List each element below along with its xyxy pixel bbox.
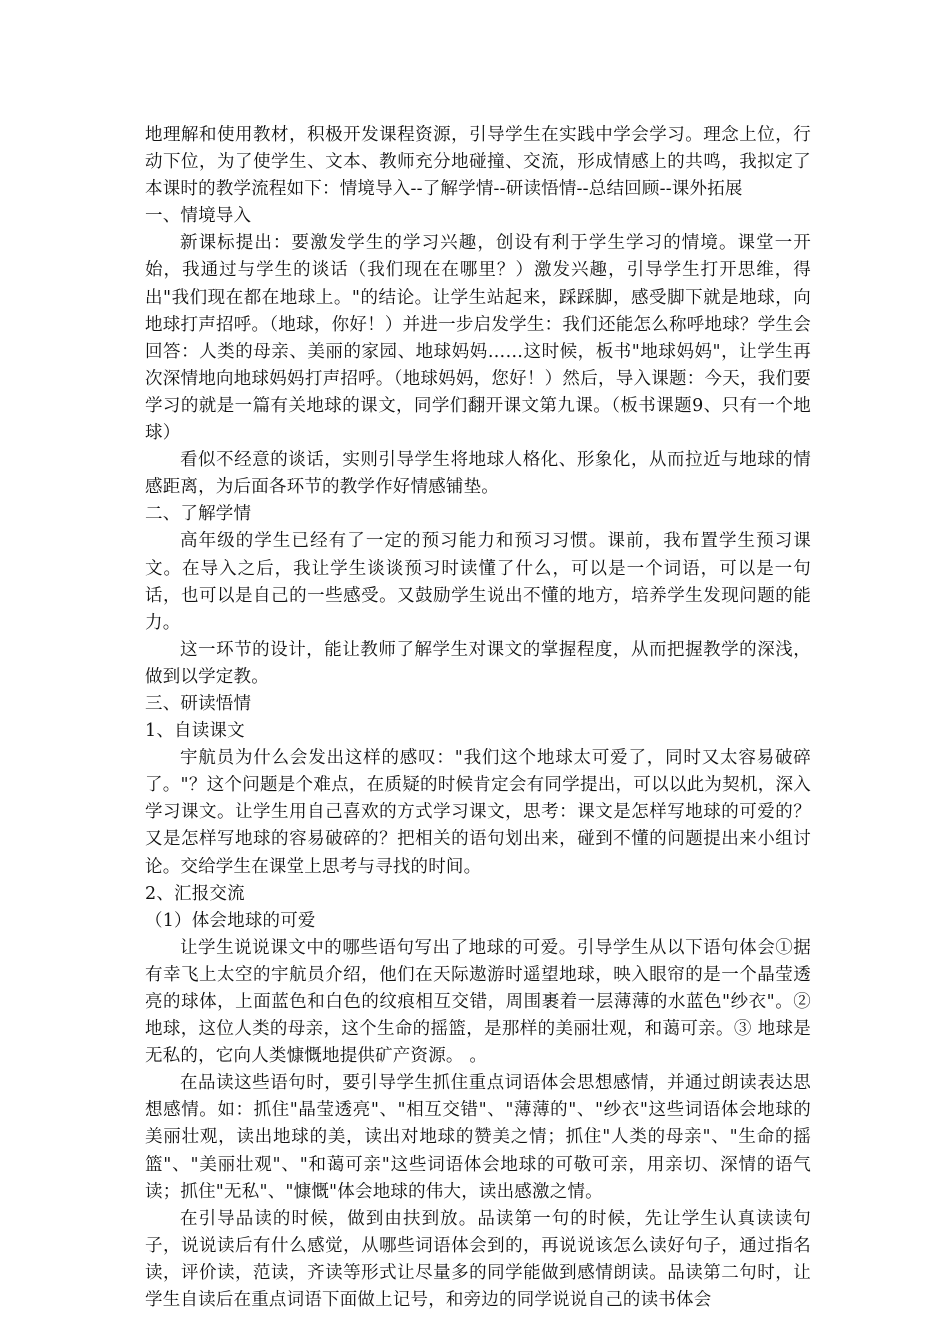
paragraph: 这一环节的设计，能让教师了解学生对课文的掌握程度，从而把握教学的深浅，做到以学定教。 <box>145 639 811 687</box>
subsection-heading-2: 2、汇报交流 <box>145 883 245 904</box>
paragraph: 高年级的学生已经有了一定的预习能力和预习习惯。课前，我布置学生预习课文。在导入之后，我让学生谈谈预习时读懂了什么，可以是一个词语，可以是一句话，也可以是自己的一些感受。又鼓励学生说出不懂的地方，培养学生发现问题的能力。 <box>145 531 811 633</box>
paragraph: 新课标提出：要激发学生的学习兴趣，创设有利于学生学习的情境。课堂一开始，我通过与学生的谈话（我们现在在哪里？）激发兴趣，引导学生打开思维，得出"我们现在都在地球上。"的结论。让学生站起来，踩踩脚，感受脚下就是地球，向地球打声招呼。（地球，你好！）并进一步启发学生：我们还能怎么称呼地球？学生会回答：人类的母亲、美丽的家园、地球妈妈……这时候，板书"地球妈妈"，让学生再次深情地向地球妈妈打声招呼。（地球妈妈，您好！）然后，导入课题：今天，我们要学习的就是一篇有关地球的课文，同学们翻开课文第九课。（板书课题9、只有一个地球） <box>145 233 811 444</box>
minor-heading: （1）体会地球的可爱 <box>145 910 316 931</box>
paragraph: 让学生说说课文中的哪些语句写出了地球的可爱。引导学生从以下语句体会①据有幸飞上太空的宇航员介绍，他们在天际遨游时遥望地球，映入眼帘的是一个晶莹透亮的球体，上面蓝色和白色的纹痕相互交错，周围裹着一层薄薄的水蓝色"纱衣"。② 地球，这位人类的母亲，这个生命的摇篮，是那样的美丽壮观，和蔼可亲。③ 地球是无私的，它向人类慷慨地提供矿产资源。 。 <box>145 937 811 1067</box>
paragraph: 看似不经意的谈话，实则引导学生将地球人格化、形象化，从而拉近与地球的情感距离，为后面各环节的教学作好情感铺垫。 <box>145 450 811 498</box>
document-body <box>145 122 811 1314</box>
paragraph: 宇航员为什么会发出这样的感叹："我们这个地球太可爱了，同时又太容易破碎了。"？这个问题是个难点，在质疑的时候肯定会有同学提出，可以以此为契机，深入学习课文。让学生用自己喜欢的方式学习课文，思考：课文是怎样写地球的可爱的？又是怎样写地球的容易破碎的？把相关的语句划出来，碰到不懂的问题提出来小组讨论。交给学生在课堂上思考与寻找的时间。 <box>145 748 811 877</box>
paragraph: 在品读这些语句时，要引导学生抓住重点词语体会思想感情，并通过朗读表达思想感情。如：抓住"晶莹透亮"、"相互交错"、"薄薄的"、"纱衣"这些词语体会地球的美丽壮观，读出地球的美，读出对地球的赞美之情；抓住"人类的母亲"、"生命的摇篮"、"美丽壮观"、"和蔼可亲"这些词语体会地球的可敬可亲，用亲切、深情的语气读；抓住"无私"、"慷慨"体会地球的伟大，读出感激之情。 <box>145 1073 811 1202</box>
paragraph-intro: 地理解和使用教材，积极开发课程资源，引导学生在实践中学会学习。理念上位，行动下位，为了使学生、文本、教师充分地碰撞、交流，形成情感上的共鸣，我拟定了本课时的教学流程如下：情境导入--了解学情--研读悟情--总结回顾--课外拓展 <box>145 125 811 200</box>
subsection-heading-1: 1、自读课文 <box>145 721 245 742</box>
section-heading-3: 三、研读悟情 <box>145 693 252 714</box>
section-heading-2: 二、了解学情 <box>145 504 252 525</box>
section-heading-1: 一、情境导入 <box>145 206 252 227</box>
paragraph: 在引导品读的时候，做到由扶到放。品读第一句的时候，先让学生认真读读句子，说说读后有什么感觉，从哪些词语体会到的，再说说该怎么读好句子，通过指名读，评价读，范读，齐读等形式让尽量多的同学能做到感情朗读。品读第二句时，让学生自读后在重点词语下面做上记号，和旁边的同学说说自己的读书体会 <box>145 1208 811 1311</box>
